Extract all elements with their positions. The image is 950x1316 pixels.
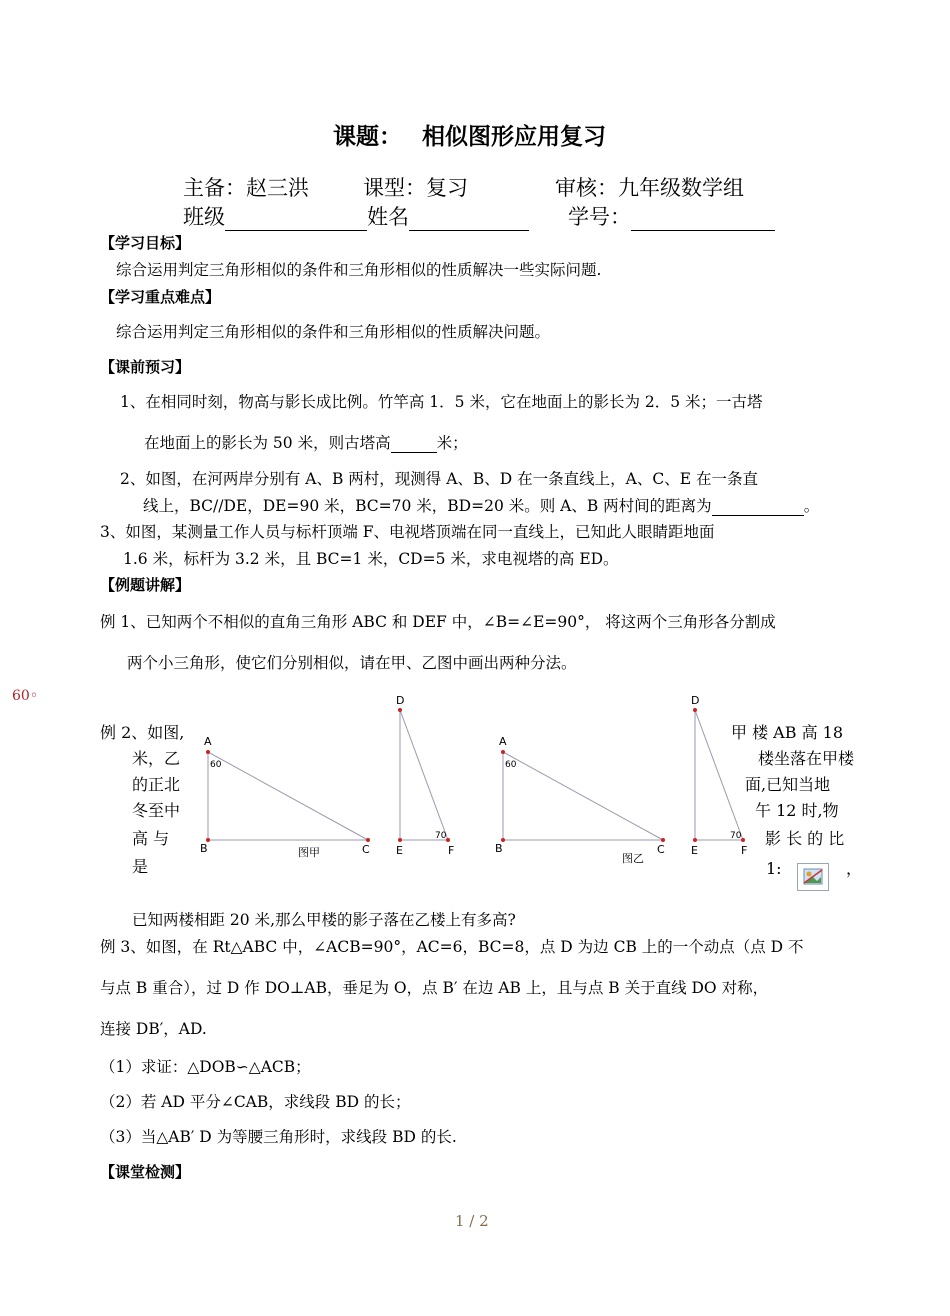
- q2-text-a: 线上，BC//DE，DE=90 米，BC=70 米，BD=20 米。则 A、B 两村间的距离为: [143, 497, 712, 515]
- fig-left-label-e: E: [396, 844, 403, 857]
- example2-left-5: 高 与: [132, 829, 170, 848]
- title-text: 相似图形应用复习: [422, 124, 606, 150]
- fig-left-angle-f: 70: [435, 831, 447, 841]
- example2-right-7: ，: [846, 859, 863, 878]
- fig-left-point-a: [206, 750, 210, 754]
- fig-right-ac: [503, 752, 663, 840]
- meta-type: 课型：复习: [363, 176, 468, 200]
- figure-left: [200, 694, 454, 859]
- fig-right-angle-f: 70: [730, 831, 742, 841]
- class-label: 班级: [183, 205, 225, 229]
- fig-right-point-f: [741, 838, 745, 842]
- fig-right-label-f: F: [741, 844, 748, 857]
- fig-right-label-c: C: [657, 843, 665, 856]
- fig-right-label-d: D: [691, 694, 700, 707]
- example2-right-2: 楼坐落在甲楼: [758, 749, 855, 768]
- example3-line3: 连接 DB′，AD.: [100, 1020, 207, 1038]
- example2-right-4: 午 12 时,物: [755, 801, 839, 820]
- fig-left-label-c: C: [362, 843, 370, 856]
- example2-right-5: 影 长 的 比: [765, 829, 845, 848]
- figure-right: [495, 694, 743, 865]
- example1-line2: 两个小三角形，使它们分别相似，请在甲、乙图中画出两种分法。: [127, 654, 577, 672]
- fig-left-ac: [208, 752, 368, 840]
- example2-right-3: 面,已知当地: [745, 775, 831, 794]
- example2-figures: [190, 690, 742, 870]
- class-field: [183, 201, 529, 231]
- check-heading: 【课堂检测】: [100, 1163, 191, 1181]
- key-text: 综合运用判定三角形相似的条件和三角形相似的性质解决问题。: [116, 323, 551, 341]
- page-title: [333, 118, 606, 151]
- meta-author: 主备：赵三洪: [183, 176, 309, 200]
- fig-right-point-c: [661, 838, 665, 842]
- name-blank[interactable]: [409, 210, 529, 231]
- class-blank[interactable]: [225, 210, 367, 231]
- preview-q2-line2: [143, 494, 819, 516]
- goal-heading: 【学习目标】: [100, 234, 191, 252]
- q1-text-a: 在地面上的影长为 50 米，则古塔高: [144, 434, 391, 452]
- fig-left-angle-a: 60: [210, 760, 222, 770]
- id-field: [568, 201, 775, 231]
- fig-right-point-a: [501, 750, 505, 754]
- example2-right-1: 甲 楼 AB 高 18: [731, 723, 844, 742]
- fig-right-point-d: [693, 708, 697, 712]
- example2-left-6: 是: [132, 857, 149, 876]
- examples-heading: 【例题讲解】: [100, 576, 191, 594]
- example3-line2: 与点 B 重合），过 D 作 DO⊥AB，垂足为 O，点 B′ 在边 AB 上，且与点 B 关于直线 DO 对称，: [100, 979, 769, 997]
- example3-part2: （2）若 AD 平分∠CAB，求线段 BD 的长；: [100, 1093, 411, 1111]
- q1-text-b: 米；: [436, 434, 468, 452]
- preview-q2-line1: 2、如图，在河两岸分别有 A、B 两村，现测得 A、B、D 在一条直线上，A、C、E 在一条直: [120, 470, 758, 488]
- example3-part3: （3）当△AB′ D 为等腰三角形时，求线段 BD 的长.: [100, 1128, 457, 1146]
- fig-left-label-d: D: [396, 694, 405, 707]
- fig-left-label-f: F: [448, 844, 455, 857]
- broken-image-icon: [797, 863, 829, 891]
- preview-q1-line1: 1、在相同时刻，物高与影长成比例。竹竿高 1．5 米，它在地面上的影长为 2．5 米；一古塔: [120, 393, 763, 411]
- fig-left-point-d: [398, 708, 402, 712]
- example3-part1: （1）求证：△DOB∽△ACB；: [100, 1058, 311, 1076]
- fig-left-point-f: [446, 838, 450, 842]
- fig-right-angle-a: 60: [505, 760, 517, 770]
- fig-right-label-b: B: [495, 842, 503, 855]
- q1-answer-blank[interactable]: [391, 436, 437, 453]
- example2-left-3: 的正北: [132, 775, 181, 794]
- fig-left-label-b: B: [200, 842, 208, 855]
- preview-heading: 【课前预习】: [100, 358, 191, 376]
- example1-line1: 例 1、已知两个不相似的直角三角形 ABC 和 DEF 中，∠B=∠E=90°， 将这两个三角形各分割成: [100, 613, 776, 631]
- fig-right-f-marker: [735, 830, 755, 860]
- goal-text: 综合运用判定三角形相似的条件和三角形相似的性质解决一些实际问题.: [116, 261, 602, 279]
- fig-right-label-e: E: [691, 844, 698, 857]
- key-heading: 【学习重点难点】: [100, 288, 221, 306]
- stray-label: 60◦: [12, 688, 39, 704]
- preview-q3-line2: 1.6 米，标杆为 3.2 米，且 BC=1 米，CD=5 米，求电视塔的高 ED。: [123, 550, 619, 568]
- q2-answer-blank[interactable]: [712, 499, 804, 516]
- fig-left-df: [400, 710, 448, 840]
- fig-right-point-e: [693, 838, 697, 842]
- example2-left-1: 例 2、如图,: [100, 723, 185, 742]
- name-label: 姓名: [367, 205, 409, 229]
- fig-right-caption: 图乙: [622, 852, 644, 865]
- example2-left-4: 冬至中: [132, 801, 181, 820]
- example2-last-line: 已知两楼相距 20 米,那么甲楼的影子落在乙楼上有多高?: [132, 911, 516, 929]
- fig-left-point-c: [366, 838, 370, 842]
- fig-left-label-a: A: [204, 735, 212, 748]
- example3-line1: 例 3、如图，在 Rt△ABC 中，∠ACB=90°，AC=6，BC=8，点 D 为边 CB 上的一个动点（点 D 不: [100, 938, 804, 956]
- id-label: 学号：: [568, 205, 631, 229]
- preview-q1-line2: [144, 431, 468, 453]
- fig-left-caption: 图甲: [298, 846, 320, 859]
- fig-right-label-a: A: [499, 735, 507, 748]
- preview-q3-line1: 3、如图，某测量工作人员与标杆顶端 F、电视塔顶端在同一直线上，已知此人眼睛距地面: [100, 523, 715, 541]
- example2-left-2: 米，乙: [132, 749, 181, 768]
- meta-reviewer: 审核：九年级数学组: [555, 176, 744, 200]
- title-label: 课题：: [333, 124, 402, 150]
- example2-right-6: 1:: [766, 859, 782, 878]
- id-blank[interactable]: [631, 210, 775, 231]
- fig-left-point-e: [398, 838, 402, 842]
- q2-text-b: 。: [803, 497, 820, 515]
- page-number: 1 / 2: [455, 1212, 489, 1230]
